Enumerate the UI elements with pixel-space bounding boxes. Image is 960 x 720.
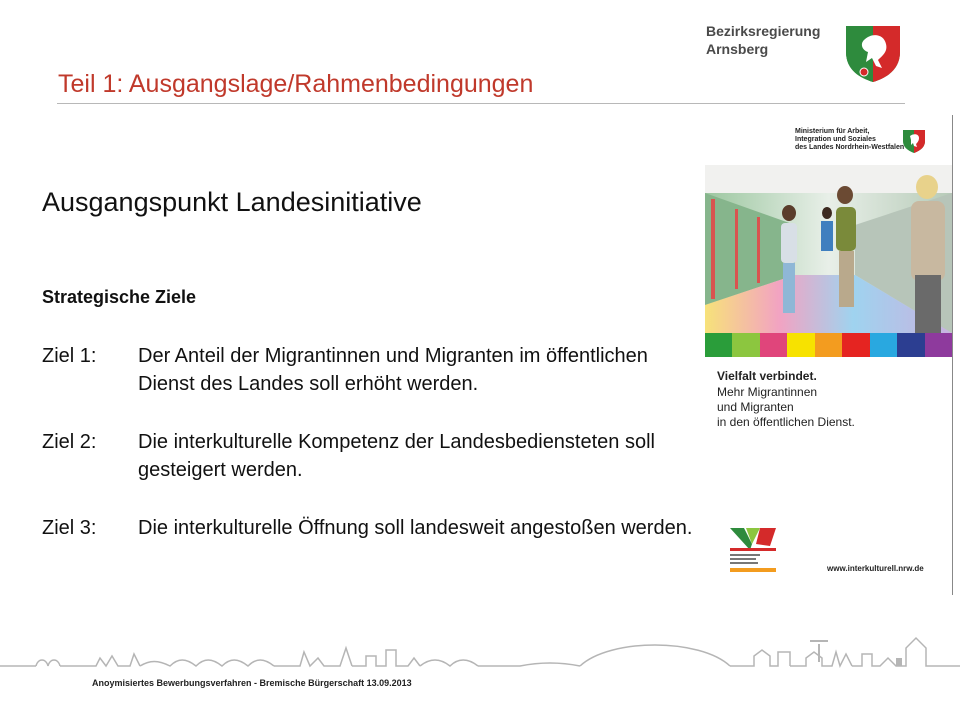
stripe-blue [870,333,897,357]
goal-1-text: Der Anteil der Migrantinnen und Migranten im öffentlichen Dienst des Landes soll erhöht werden. [138,345,648,395]
stripe-yellow [787,333,814,357]
goal-1 [42,342,702,398]
slide-title: Teil 1: Ausgangslage/Rahmenbedingungen [58,70,534,98]
stripe-orange [815,333,842,357]
goal-3 [42,514,702,570]
strategic-goals-label: Strategische Ziele [42,287,197,307]
poster-url: www.interkulturell.nrw.de [827,564,924,573]
stripe-navy [897,333,924,357]
poster-headline: Vielfalt verbindet. [717,369,817,383]
goal-2 [42,428,702,484]
organization-name: Bezirksregierung Arnsberg [706,23,821,57]
title-divider [57,103,905,104]
goal-2-label: Ziel 2: [42,431,97,453]
poster-crest-icon [901,128,927,154]
nrw-crest-logo [842,22,904,84]
stripe-green [705,333,732,357]
students-hallway-photo [705,165,952,333]
goal-1-label: Ziel 1: [42,345,97,367]
goal-3-text: Die interkulturelle Öffnung soll landesweit angestoßen werden. [138,517,693,539]
stripe-lightgreen [732,333,759,357]
goal-2-text: Die interkulturelle Kompetenz der Landesbediensteten soll gesteigert werden. [138,431,655,481]
stripe-red [842,333,869,357]
stripe-purple [925,333,952,357]
city-skyline-decoration [0,628,960,676]
color-stripe-bar [705,333,952,357]
footer-caption: Anoymisiertes Bewerbungsverfahren - Bremische Bürgerschaft 13.09.2013 [92,678,412,688]
section-heading: Ausgangspunkt Landesinitiative [42,187,422,217]
stripe-pink [760,333,787,357]
poster-subline: Mehr Migrantinnen und Migranten in den öffentlichen Dienst. [717,385,855,429]
goal-3-label: Ziel 3: [42,517,97,539]
mini-poster-logo [730,528,776,574]
ministry-name: Ministerium für Arbeit, Integration und Soziales des Landes Nordrhein-Westfalen [795,128,905,151]
